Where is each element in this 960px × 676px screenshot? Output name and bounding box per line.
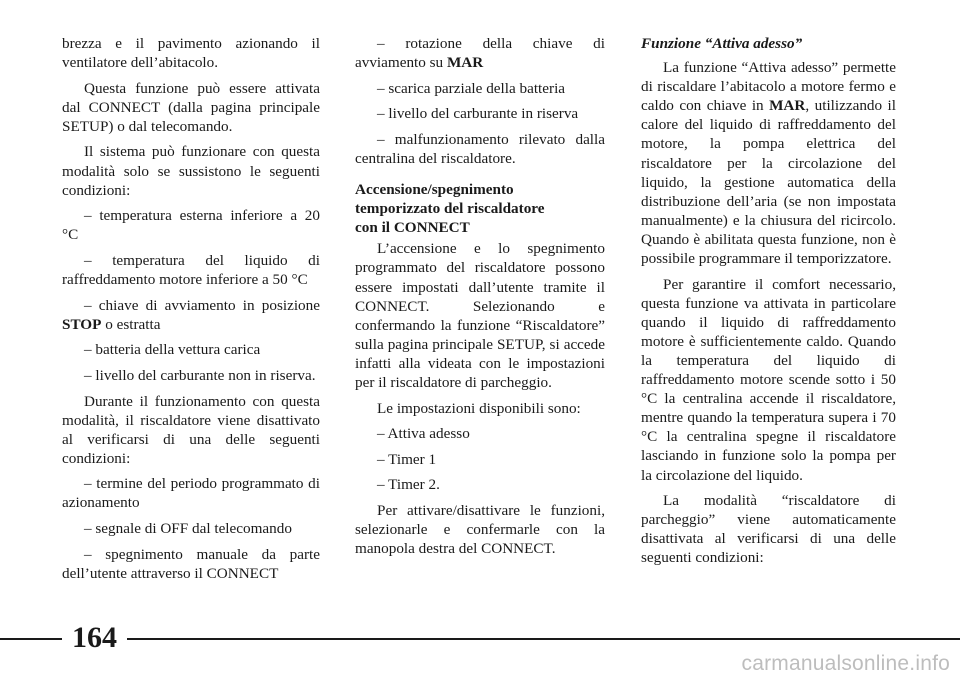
paragraph: brezza e il pavimento azionando il ventilatore dell’abitacolo. (62, 35, 320, 72)
list-item: – Timer 1 (377, 450, 437, 468)
key-position-mar: MAR (769, 97, 806, 115)
paragraph-text: La funzione “Attiva adesso” permette di riscaldare l’abitacolo a motore fermo e caldo con chiave in (641, 59, 896, 115)
list-item-text: – rotazione della chiave di avviamento su (355, 35, 605, 72)
list-item: – Timer 2. (377, 476, 440, 494)
paragraph: Per garantire il comfort necessario, questa funzione va attivata in particolare quando il liquido di raffreddamento motore è sufficientemente caldo. Quando la temperatura del liquido di raffreddamento motore scende sotto i 50 °C la centralina accende il riscaldatore, mentre quando la temperatura supera i 70 °C la centralina spegne il riscaldatore lasciando in funzione solo la pompa per la circolazione del liquido. (641, 275, 896, 484)
watermark: carmanualsonline.info (741, 652, 950, 675)
list-item: – termine del periodo programmato di azionamento (62, 475, 320, 512)
list-item-text: – chiave di avviamento in posizione (84, 296, 320, 314)
text-column-3 (641, 34, 896, 574)
list-item (62, 296, 320, 334)
list-item: – temperatura del liquido di raffreddamento motore inferiore a 50 °C (62, 251, 320, 289)
section-heading: Accensione/spegnimento (355, 181, 514, 199)
paragraph-text: , utilizzando il calore del liquido di raffreddamento del motore, la pompa elettrica del riscaldatore per la circolazione del liquido, la gestione automatica della distribuzione dell’aria (se non impostata manualmente) e la chiusura del ricircolo. Quando è abilitata questa funzione, non è possibile programmare il temporizzatore. (641, 97, 896, 268)
footer-rule (0, 638, 960, 640)
list-item: – Attiva adesso (377, 425, 470, 443)
paragraph: La modalità “riscaldatore di parcheggio” viene automaticamente disattivata al verificarsi di una delle seguenti condizioni: (641, 492, 896, 567)
key-position-mar: MAR (446, 54, 484, 72)
function-heading: Funzione “Attiva adesso” (641, 35, 803, 52)
paragraph: Durante il funzionamento con questa modalità, il riscaldatore viene disattivato al verificarsi di una delle seguenti condizioni: (62, 392, 320, 467)
list-item: – livello del carburante in riserva (377, 105, 579, 123)
list-item: – spegnimento manuale da parte dell’utente attraverso il CONNECT (62, 545, 320, 582)
section-heading: con il CONNECT (355, 219, 470, 237)
list-item: – malfunzionamento rilevato dalla centralina del riscaldatore. (355, 130, 605, 167)
paragraph: Per attivare/disattivare le funzioni, selezionarle e confermarle con la manopola destra del CONNECT. (355, 501, 605, 558)
paragraph: Questa funzione può essere attivata dal CONNECT (dalla pagina principale SETUP) o dal telecomando. (62, 79, 320, 135)
text-column-2 (355, 34, 605, 565)
list-item: – batteria della vettura carica (84, 341, 261, 359)
text-column-1 (62, 34, 320, 589)
page-number: 164 (62, 619, 127, 657)
key-position-stop: STOP (62, 315, 102, 333)
list-item-text: o estratta (101, 315, 161, 333)
list-item: – temperatura esterna inferiore a 20 °C (62, 207, 320, 244)
list-item (355, 34, 605, 72)
section-heading: temporizzato del riscaldatore (355, 200, 545, 218)
list-item: – livello del carburante non in riserva. (84, 366, 316, 384)
paragraph (641, 58, 896, 268)
paragraph: Le impostazioni disponibili sono: (377, 399, 581, 417)
paragraph: L’accensione e lo spegnimento programmato del riscaldatore possono essere impostati dall’utente tramite il CONNECT. Selezionando e confermando la funzione “Riscaldatore” sulla pagina principale SETUP, si accede infatti alla videata con le impostazioni per il riscaldatore di parcheggio. (355, 240, 605, 391)
list-item: – scarica parziale della batteria (377, 79, 566, 97)
list-item: – segnale di OFF dal telecomando (84, 520, 292, 538)
paragraph: Il sistema può funzionare con questa modalità solo se sussistono le seguenti condizioni: (62, 143, 320, 199)
